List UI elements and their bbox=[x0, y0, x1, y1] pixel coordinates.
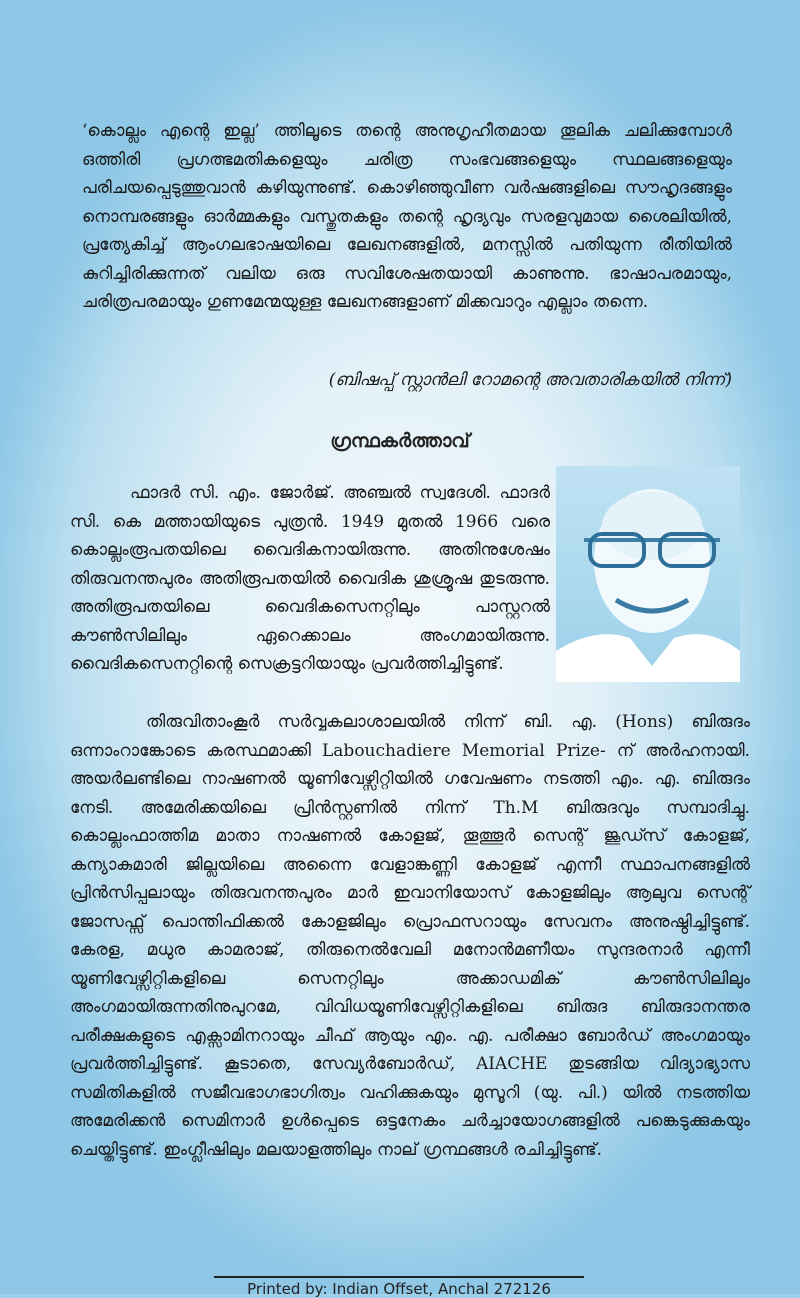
quote-attribution: (ബിഷപ്പ് സ്റ്റാൻലി റോമന്റെ അവതാരികയിൽ നിന്ന്) bbox=[328, 370, 732, 390]
author-bio-intro bbox=[70, 479, 550, 679]
author-photo bbox=[556, 466, 740, 682]
author-portrait-icon bbox=[556, 466, 740, 682]
author-bio-part1: ഫാദർ സി. എം. ജോർജ്. അഞ്ചൽ സ്വദേശി. ഫാദർ സി. കെ മത്തായിയുടെ പുത്രൻ. 1949 മുതൽ 1966 വരെ കൊല്ലംരൂപതയിലെ വൈദികനായിരുന്നു. അതിനുശേഷം തിരുവനന്തപുരം അതിരൂപതയിൽ വൈദിക ശുശ്രൂഷ തുടരുന്നു. അതിരൂപതയിലെ വൈദികസെനറ്റിലും പാസ്റ്ററൽ കൗൺസിലിലും ഏറെക്കാലം അംഗമായിരുന്നു. വൈദികസെനറ്റിന്റെ സെക്രട്ടറിയായും പ്രവർത്തിച്ചിട്ടുണ്ട്. bbox=[70, 483, 550, 674]
author-heading: ഗ്രന്ഥകർത്താവ് bbox=[330, 430, 470, 452]
quote-block bbox=[82, 117, 732, 317]
author-bio-part2: തിരുവിതാംകൂർ സർവ്വകലാശാലയിൽ നിന്ന് ബി. എ. (Hons) ബിരുദം ഒന്നാംറാങ്കോടെ കരസ്ഥമാക്കി Labouchadiere Memorial Prize- ന് അർഹനായി. അയർലണ്ടിലെ നാഷണൽ യൂണിവേഴ്സിറ്റിയിൽ ഗവേഷണം നടത്തി എം. എ. ബിരുദം നേടി. അമേരിക്കയിലെ പ്രിൻസ്റ്റണിൽ നിന്ന് Th.M ബിരുദവും സമ്പാദിച്ചു. കൊല്ലംഫാത്തിമ മാതാ നാഷണൽ കോളജ്, തൂത്തൂർ സെന്റ് ജൂഡ്സ് കോളജ്, കന്യാകുമാരി ജില്ലയിലെ അന്നൈ വേളാങ്കണ്ണി കോളജ് എന്നീ സ്ഥാപനങ്ങളിൽ പ്രിൻസിപ്പലായും തിരുവനന്തപുരം മാർ ഇവാനിയോസ് കോളജിലും ആലുവ സെന്റ് ജോസഫ്സ് പൊന്തിഫിക്കൽ കോളജിലും പ്രൊഫസറായും സേവനം അനുഷ്ഠിച്ചിട്ടുണ്ട്. കേരള, മധുര കാമരാജ്, തിരുനെൽവേലി മനോൻമണീയം സുന്ദരനാർ എന്നീ യൂണിവേഴ്സിറ്റികളിലെ സെനറ്റിലും അക്കാഡമിക് കൗൺസിലിലും അംഗമായിരുന്നതിനുപുറമേ, വിവിധയൂണിവേഴ്സിറ്റികളിലെ ബിരുദ ബിരുദാനന്തര പരീക്ഷകളുടെ എക്സാമിനറായും ചീഫ് ആയും എം. എ. പരീക്ഷാ ബോർഡ് അംഗമായും പ്രവർത്തിച്ചിട്ടുണ്ട്. കൂടാതെ, സേവ്യർബോർഡ്, AIACHE തുടങ്ങിയ വിദ്യാഭ്യാസ സമിതികളിൽ സജീവഭാഗഭാഗിത്വം വഹിക്കുകയും മുസൂറി (യു. പി.) യിൽ നടത്തിയ അമേരിക്കൻ സെമിനാർ ഉൾപ്പെടെ ഒട്ടനേകം ചർച്ചായോഗങ്ങളിൽ പങ്കെടുക്കുകയും ചെയ്തിട്ടുണ്ട്. ഇംഗ്ലീഷിലും മലയാളത്തിലും നാല് ഗ്രന്ഥങ്ങൾ രചിച്ചിട്ടുണ്ട്. bbox=[70, 712, 750, 1160]
quote-text: ‘കൊല്ലം എന്റെ ഇല്ല’ ത്തിലൂടെ തന്റെ അനുഗൃഹീതമായ തൂലിക ചലിക്കുമ്പോൾ ഒത്തിരി പ്രഗത്ഭമതികളെയും ചരിത്ര സംഭവങ്ങളെയും സ്ഥലങ്ങളെയും പരിചയപ്പെടുത്തുവാൻ കഴിയുന്നുണ്ട്. കൊഴിഞ്ഞുവീണ വർഷങ്ങളിലെ സൗഹൃദങ്ങളും നൊമ്പരങ്ങളും ഓർമ്മകളും വസ്തുതകളും തന്റെ ഹൃദ്യവും സരളവുമായ ശൈലിയിൽ, പ്രത്യേകിച്ച് ആംഗലഭാഷയിലെ ലേഖനങ്ങളിൽ, മനസ്സിൽ പതിയുന്ന രീതിയിൽ കുറിച്ചിരിക്കുന്നത് വലിയ ഒരു സവിശേഷതയായി കാണുന്നു. ഭാഷാപരമായും, ചരിത്രപരമായും ഗുണമേന്മയുള്ള ലേഖനങ്ങളാണ് മിക്കവാറും എല്ലാം തന്നെ. bbox=[82, 121, 732, 312]
printer-line: Printed by: Indian Offset, Anchal 272126 bbox=[214, 1276, 584, 1298]
author-bio-details bbox=[70, 708, 750, 1164]
